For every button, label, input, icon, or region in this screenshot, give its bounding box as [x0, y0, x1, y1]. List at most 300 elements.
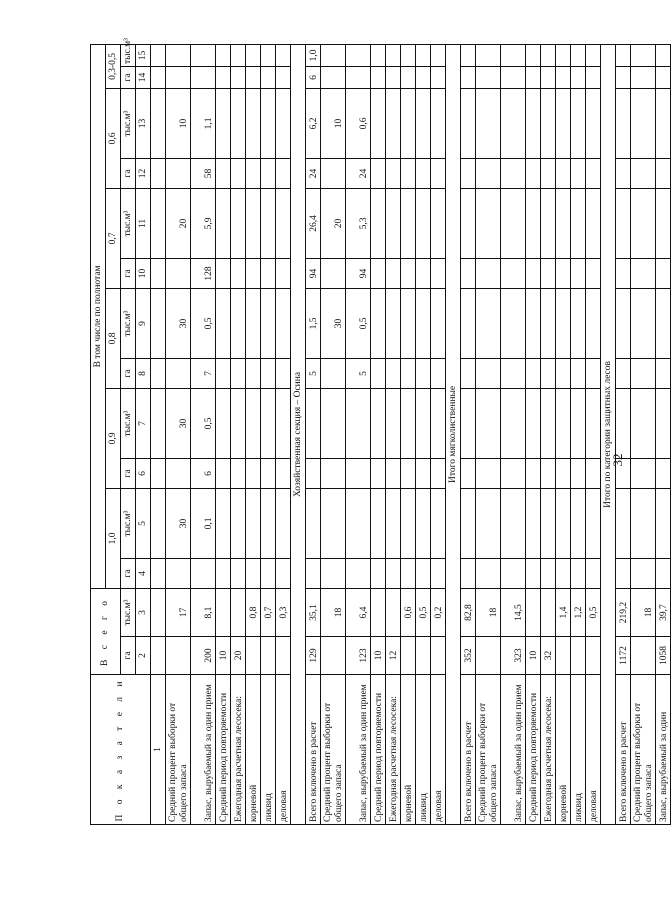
row-label: Запас, вырубаемый за один прием: [191, 675, 216, 825]
table-cell: [656, 558, 671, 588]
table-cell: 30: [166, 288, 191, 358]
table-row: [586, 44, 601, 824]
table-cell: [616, 158, 631, 188]
table-row: [321, 44, 346, 824]
table-cell: [261, 488, 276, 558]
table-cell: [571, 258, 586, 288]
table-cell: 32: [541, 637, 556, 675]
table-cell: [556, 258, 571, 288]
empty-cell: [151, 158, 166, 188]
table-cell: [541, 558, 556, 588]
table-cell: [476, 88, 501, 158]
table-cell: [571, 288, 586, 358]
table-cell: [556, 288, 571, 358]
table-cell: [526, 188, 541, 258]
table-cell: [386, 288, 401, 358]
table-row: [231, 44, 246, 824]
table-cell: [321, 258, 346, 288]
table-cell: [631, 66, 656, 88]
table-cell: [616, 558, 631, 588]
table-row: [556, 44, 571, 824]
table-cell: [321, 637, 346, 675]
table-row: [246, 44, 261, 824]
table-cell: 20: [231, 637, 246, 675]
table-cell: [371, 288, 386, 358]
table-cell: 35,1: [306, 588, 321, 636]
empty-cell: [151, 66, 166, 88]
table-cell: [216, 388, 231, 458]
table-cell: [631, 288, 656, 358]
table-cell: 10: [526, 637, 541, 675]
table-row: [461, 44, 476, 824]
table-cell: 0,8: [246, 588, 261, 636]
column-number: 14: [136, 66, 151, 88]
table-cell: [321, 358, 346, 388]
table-cell: [616, 188, 631, 258]
table-cell: [556, 637, 571, 675]
table-cell: 1172: [616, 637, 631, 675]
table-row: [416, 44, 431, 824]
table-cell: [416, 66, 431, 88]
header-vsego: В с е г о: [91, 588, 121, 674]
table-cell: [371, 588, 386, 636]
table-cell: [401, 488, 416, 558]
row-label: Запас, вырубаемый за один прием: [501, 675, 526, 825]
table-cell: [166, 558, 191, 588]
table-cell: 123: [346, 637, 371, 675]
table-cell: [346, 66, 371, 88]
table-cell: 1,4: [556, 588, 571, 636]
table-cell: [431, 188, 446, 258]
table-cell: [656, 488, 671, 558]
table-cell: 0,5: [346, 288, 371, 358]
table-cell: [321, 488, 346, 558]
column-number: 13: [136, 88, 151, 158]
table-cell: [216, 88, 231, 158]
unit-tys-m3: тыс.м³: [121, 44, 136, 66]
table-cell: [501, 66, 526, 88]
table-cell: [501, 258, 526, 288]
table-cell: 8,1: [191, 588, 216, 636]
table-row: [571, 44, 586, 824]
table-cell: [556, 558, 571, 588]
table-cell: [371, 258, 386, 288]
column-number: 5: [136, 488, 151, 558]
table-cell: [571, 358, 586, 388]
table-cell: [461, 288, 476, 358]
table-cell: 0,7: [261, 588, 276, 636]
table-cell: [261, 88, 276, 158]
table-cell: [526, 158, 541, 188]
table-cell: 5: [306, 358, 321, 388]
table-row: [306, 44, 321, 824]
table-cell: [306, 388, 321, 458]
section-title-row: [601, 44, 616, 824]
table-row: [386, 44, 401, 824]
empty-cell: [151, 44, 166, 66]
table-cell: 17: [166, 588, 191, 636]
header-v-tom-chisle: В том числе по полнотам: [91, 44, 106, 588]
table-cell: [616, 358, 631, 388]
table-cell: 6: [306, 66, 321, 88]
table-cell: [216, 458, 231, 488]
table-cell: [541, 188, 556, 258]
table-cell: [556, 358, 571, 388]
table-cell: [386, 358, 401, 388]
table-cell: [346, 488, 371, 558]
row-label: Ежегодная расчетная лесосека:: [386, 675, 401, 825]
section-title-row: [291, 44, 306, 824]
table-cell: [321, 66, 346, 88]
unit-tys-m3: тыс.м³: [121, 588, 136, 636]
table-cell: 1,5: [306, 288, 321, 358]
table-cell: 6,2: [306, 88, 321, 158]
empty-cell: [151, 188, 166, 258]
table-body: [151, 44, 671, 824]
table-cell: [231, 458, 246, 488]
table-cell: 18: [476, 588, 501, 636]
table-cell: [166, 158, 191, 188]
table-cell: 24: [306, 158, 321, 188]
column-number: 6: [136, 458, 151, 488]
column-number: 11: [136, 188, 151, 258]
table-row: [526, 44, 541, 824]
table-cell: [166, 66, 191, 88]
table-cell: [586, 558, 601, 588]
table-cell: [656, 388, 671, 458]
table-cell: [541, 588, 556, 636]
table-cell: 200: [191, 637, 216, 675]
table-cell: [216, 288, 231, 358]
table-cell: [571, 188, 586, 258]
row-label: Средний период повторяемости: [526, 675, 541, 825]
table-cell: [386, 558, 401, 588]
table-cell: [461, 358, 476, 388]
table-cell: [246, 188, 261, 258]
table-cell: [431, 458, 446, 488]
section-title: Хозяйственная секция – Осина: [291, 44, 306, 824]
table-cell: [541, 488, 556, 558]
table-cell: [556, 488, 571, 558]
table-cell: [571, 458, 586, 488]
table-cell: 14,5: [501, 588, 526, 636]
unit-tys-m3: тыс.м³: [121, 388, 136, 458]
table-cell: [401, 288, 416, 358]
table-cell: 18: [321, 588, 346, 636]
table-cell: [276, 258, 291, 288]
table-cell: [616, 288, 631, 358]
table-cell: [541, 358, 556, 388]
table-cell: [371, 488, 386, 558]
table-cell: [656, 44, 671, 66]
table-cell: [246, 637, 261, 675]
row-label: корневой: [556, 675, 571, 825]
unit-tys-m3: тыс.м³: [121, 188, 136, 258]
table-cell: [526, 44, 541, 66]
row-label: деловая: [276, 675, 291, 825]
row-label: Средний период повторяемости: [371, 675, 386, 825]
table-cell: [656, 88, 671, 158]
table-cell: [246, 158, 261, 188]
row-label: ликвид: [571, 675, 586, 825]
table-cell: [461, 388, 476, 458]
table-cell: [631, 458, 656, 488]
table-cell: [371, 88, 386, 158]
table-cell: [306, 558, 321, 588]
table-cell: [431, 158, 446, 188]
table-cell: [526, 288, 541, 358]
table-cell: [631, 637, 656, 675]
table-cell: [556, 88, 571, 158]
table-row: [191, 44, 216, 824]
table-cell: [656, 158, 671, 188]
table-cell: [346, 388, 371, 458]
table-cell: [231, 588, 246, 636]
table-cell: [541, 288, 556, 358]
table-cell: [631, 488, 656, 558]
table-cell: [216, 358, 231, 388]
table-cell: [431, 66, 446, 88]
table-cell: [386, 488, 401, 558]
table-cell: [631, 158, 656, 188]
table-cell: [306, 458, 321, 488]
table-cell: [631, 188, 656, 258]
table-cell: [386, 588, 401, 636]
row-label: Всего включено в расчет: [616, 675, 631, 825]
table-cell: [476, 458, 501, 488]
row-label: Средний период повторяемости: [216, 675, 231, 825]
unit-ga: га: [121, 558, 136, 588]
table-cell: [461, 458, 476, 488]
table-cell: 5: [346, 358, 371, 388]
table-cell: 58: [191, 158, 216, 188]
column-number: 8: [136, 358, 151, 388]
table-cell: [371, 458, 386, 488]
table-cell: [216, 188, 231, 258]
table-cell: [476, 358, 501, 388]
unit-tys-m3: тыс.м³: [121, 488, 136, 558]
table-cell: [371, 358, 386, 388]
table-cell: [571, 88, 586, 158]
unit-ga: га: [121, 458, 136, 488]
table-cell: [261, 66, 276, 88]
table-cell: [586, 66, 601, 88]
table-cell: [526, 588, 541, 636]
table-cell: [616, 488, 631, 558]
table-cell: [261, 158, 276, 188]
table-cell: [246, 458, 261, 488]
table-cell: [476, 488, 501, 558]
table-cell: [571, 637, 586, 675]
unit-ga: га: [121, 66, 136, 88]
column-number: 1: [151, 675, 166, 825]
table-cell: 1,2: [571, 588, 586, 636]
table-cell: [401, 388, 416, 458]
table-cell: [306, 488, 321, 558]
table-cell: 6: [191, 458, 216, 488]
table-cell: 0,1: [191, 488, 216, 558]
table-cell: 6,4: [346, 588, 371, 636]
table-cell: 30: [321, 288, 346, 358]
table-cell: [246, 358, 261, 388]
section-title: Итого мягколиственные: [446, 44, 461, 824]
table-cell: [476, 258, 501, 288]
table-cell: [416, 637, 431, 675]
table-cell: [231, 66, 246, 88]
row-label: деловая: [586, 675, 601, 825]
table-cell: [346, 558, 371, 588]
table-cell: [501, 458, 526, 488]
table-cell: [321, 44, 346, 66]
table-cell: [216, 66, 231, 88]
table-cell: 94: [306, 258, 321, 288]
table-cell: 30: [166, 488, 191, 558]
table-row: [371, 44, 386, 824]
empty-cell: [151, 458, 166, 488]
table-cell: [276, 44, 291, 66]
table-cell: 0,5: [416, 588, 431, 636]
table-cell: [261, 388, 276, 458]
table-cell: [571, 558, 586, 588]
table-cell: [571, 158, 586, 188]
table-cell: [476, 188, 501, 258]
table-cell: [476, 288, 501, 358]
table-cell: [261, 258, 276, 288]
table-cell: [461, 488, 476, 558]
table-cell: 1058: [656, 637, 671, 675]
table-cell: [276, 558, 291, 588]
header-polnota: 0,9: [106, 388, 121, 488]
column-one-row: [151, 44, 166, 824]
table-cell: [526, 66, 541, 88]
table-cell: 20: [321, 188, 346, 258]
table-cell: [386, 158, 401, 188]
table-cell: [556, 458, 571, 488]
table-cell: [501, 188, 526, 258]
row-label: Средний процент выборки от общего запаса: [166, 675, 191, 825]
table-cell: [416, 358, 431, 388]
table-cell: 26,4: [306, 188, 321, 258]
table-cell: [656, 258, 671, 288]
row-label: Запас, вырубаемый за один: [656, 675, 671, 825]
table-cell: [541, 66, 556, 88]
table-cell: [401, 258, 416, 288]
table-cell: [231, 44, 246, 66]
table-cell: [431, 358, 446, 388]
table-cell: [386, 388, 401, 458]
empty-cell: [151, 558, 166, 588]
row-label: Всего включено в расчет: [306, 675, 321, 825]
table-cell: [246, 388, 261, 458]
unit-tys-m3: тыс.м³: [121, 288, 136, 358]
table-cell: [586, 44, 601, 66]
header-polnota: 0,6: [106, 88, 121, 188]
table-cell: [216, 558, 231, 588]
table-row: [476, 44, 501, 824]
table-cell: 129: [306, 637, 321, 675]
unit-ga: га: [121, 358, 136, 388]
table-cell: [276, 188, 291, 258]
table-cell: [541, 158, 556, 188]
table-cell: [261, 458, 276, 488]
table-row: [401, 44, 416, 824]
table-cell: [261, 558, 276, 588]
rotated-table-page: [90, 37, 669, 825]
table-cell: [556, 388, 571, 458]
table-cell: [401, 358, 416, 388]
table-cell: [461, 88, 476, 158]
table-cell: [371, 188, 386, 258]
table-cell: [276, 88, 291, 158]
page-number: 32: [610, 453, 625, 467]
table-cell: [216, 588, 231, 636]
table-cell: [476, 637, 501, 675]
table-cell: [431, 488, 446, 558]
row-label: корневой: [401, 675, 416, 825]
table-cell: [476, 388, 501, 458]
table-cell: [616, 44, 631, 66]
table-cell: 0,2: [431, 588, 446, 636]
table-row: [276, 44, 291, 824]
table-cell: [461, 558, 476, 588]
table-cell: [346, 44, 371, 66]
table-cell: [586, 288, 601, 358]
table-cell: [166, 258, 191, 288]
table-cell: [166, 637, 191, 675]
table-cell: 0,6: [346, 88, 371, 158]
table-cell: [231, 488, 246, 558]
table-cell: 12: [386, 637, 401, 675]
table-cell: [541, 258, 556, 288]
table-row: [431, 44, 446, 824]
table-row: [656, 44, 671, 824]
table-cell: [571, 66, 586, 88]
table-cell: [321, 158, 346, 188]
table-cell: 94: [346, 258, 371, 288]
empty-cell: [151, 358, 166, 388]
table-cell: [416, 88, 431, 158]
table-cell: 0,5: [191, 388, 216, 458]
table-cell: [231, 558, 246, 588]
table-cell: [261, 637, 276, 675]
table-cell: [401, 188, 416, 258]
table-cell: [246, 558, 261, 588]
table-cell: [461, 66, 476, 88]
table-cell: [276, 488, 291, 558]
table-cell: [246, 488, 261, 558]
table-cell: [386, 188, 401, 258]
forest-cutting-table: [90, 37, 671, 825]
table-cell: [586, 458, 601, 488]
unit-ga: га: [121, 637, 136, 675]
table-cell: [431, 88, 446, 158]
column-number: 4: [136, 558, 151, 588]
row-label: ликвид: [416, 675, 431, 825]
table-cell: [461, 44, 476, 66]
unit-tys-m3: тыс.м³: [121, 88, 136, 158]
table-cell: [276, 358, 291, 388]
table-cell: [526, 558, 541, 588]
row-label: Средний процент выборки от общего запаса: [476, 675, 501, 825]
table-cell: [616, 258, 631, 288]
column-number: 9: [136, 288, 151, 358]
table-cell: [371, 558, 386, 588]
table-cell: [616, 88, 631, 158]
table-cell: [401, 66, 416, 88]
section-title-row: [446, 44, 461, 824]
table-cell: [586, 258, 601, 288]
row-label: ликвид: [261, 675, 276, 825]
